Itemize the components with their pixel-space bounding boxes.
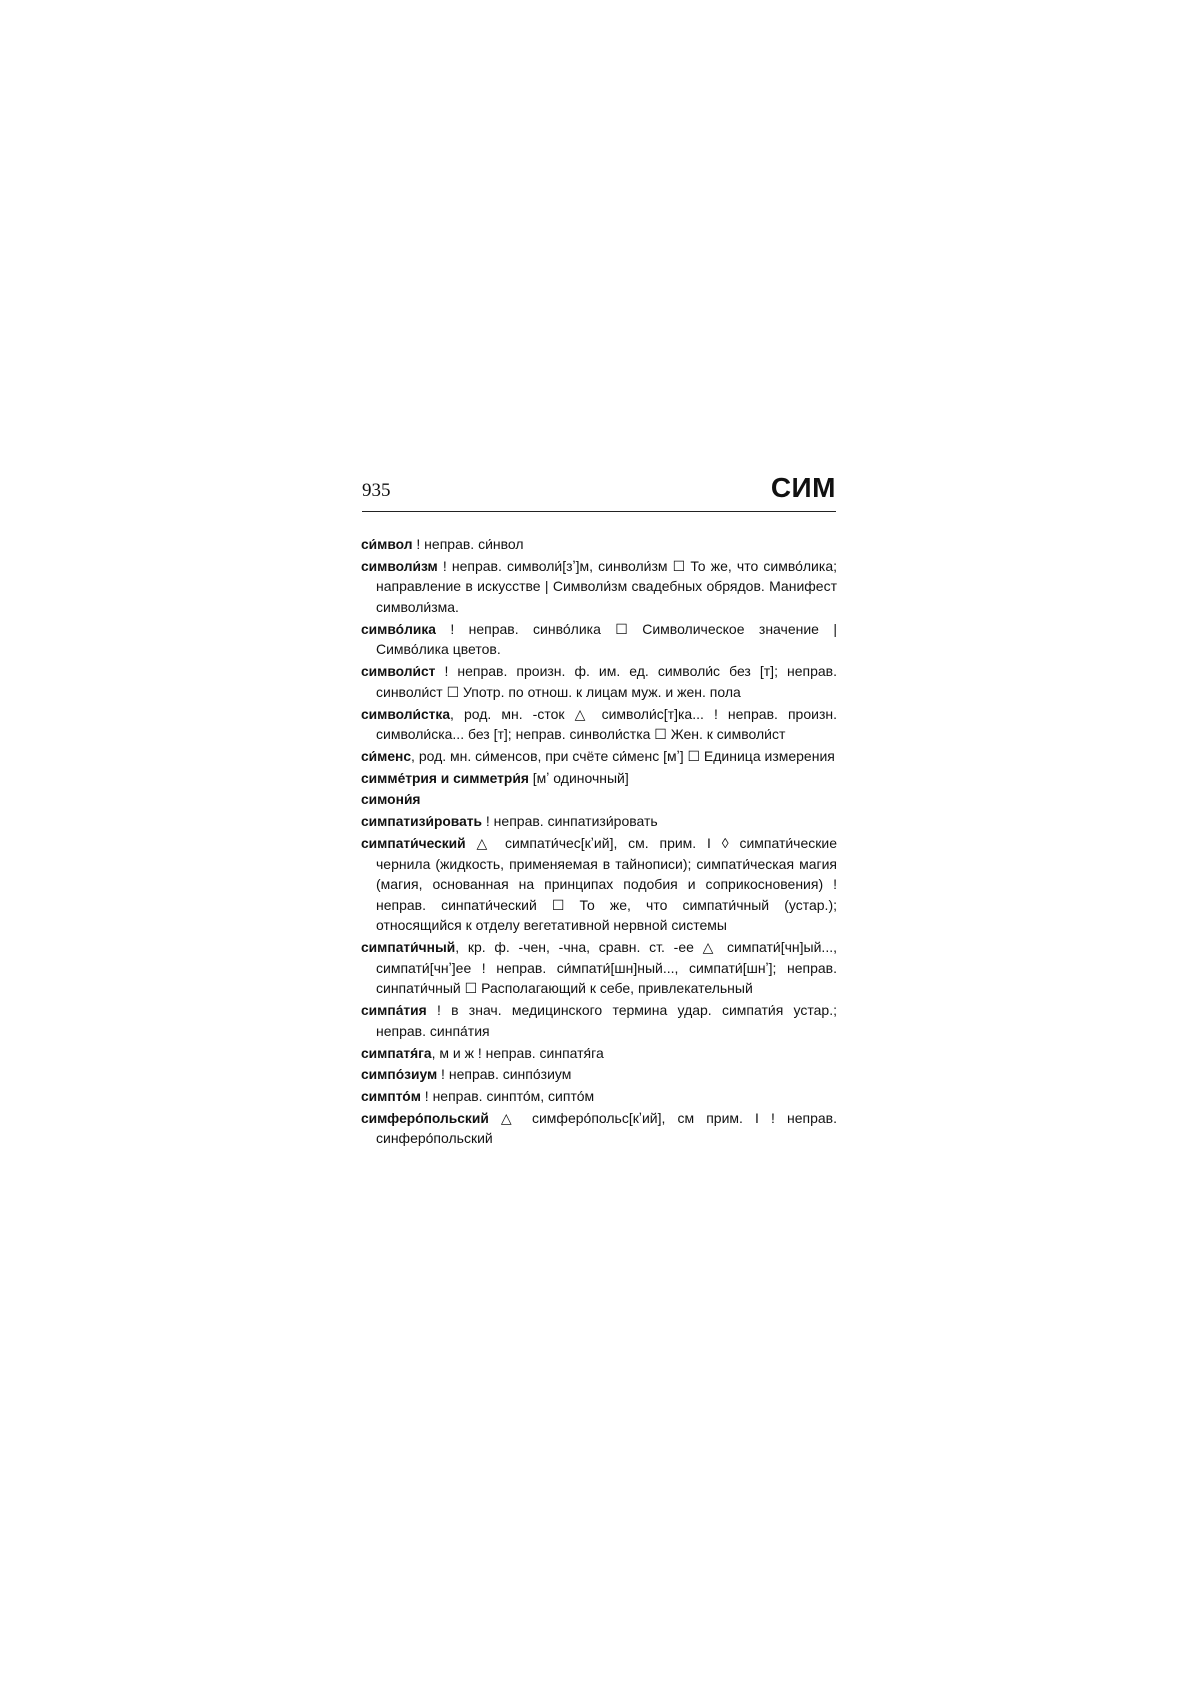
dictionary-entry bbox=[361, 1087, 837, 1108]
entry-headword: симпатизи́ровать bbox=[361, 814, 483, 830]
dictionary-entry bbox=[361, 535, 837, 556]
entry-headword: симво́лика bbox=[361, 621, 436, 637]
entry-headword: симпати́чный bbox=[361, 940, 456, 956]
header-rule bbox=[362, 511, 836, 512]
entry-text: ! неправ. символи́[зʼ]м, синволи́зм ☐ То же, что симво́лика; направление в искусстве | Символи́зм свадебных обрядов. Манифест символи́зма. bbox=[376, 557, 837, 615]
entry-headword: симме́трия и симметри́я bbox=[361, 770, 529, 786]
dictionary-entry bbox=[361, 1065, 837, 1086]
dictionary-entry bbox=[361, 769, 837, 790]
dictionary-entry bbox=[361, 1109, 837, 1150]
entry-text: ! неправ. синпатизи́ровать bbox=[482, 813, 658, 830]
dictionary-entry bbox=[361, 620, 837, 661]
dictionary-entry bbox=[361, 834, 837, 937]
entry-text: , род. мн. си́менсов, при счёте си́менс [мʼ] ☐ Единица измерения bbox=[411, 747, 835, 764]
entry-text: , род. мн. -сток △ символи́с[т]ка... ! неправ. произн. символи́ска... без [т]; неправ. синволи́стка ☐ Жен. к символи́ст bbox=[376, 705, 837, 743]
page-number: 935 bbox=[362, 480, 391, 501]
dictionary-entries bbox=[361, 535, 837, 1151]
entry-headword: симпати́ческий bbox=[361, 836, 466, 851]
dictionary-entry bbox=[361, 812, 837, 833]
dictionary-entry bbox=[361, 1001, 837, 1042]
entry-headword: символи́ст bbox=[361, 664, 436, 680]
entry-headword: симпа́тия bbox=[361, 1003, 427, 1019]
entry-text: , кр. ф. -чен, -чна, сравн. ст. -ее △ симпати́[чн]ый..., симпати́[чнʼ]ее ! неправ. си́мпати́[шн]ный..., симпати́[шнʼ]; неправ. синпати́чный ☐ Располагающий к себе, привлекательный bbox=[376, 939, 837, 997]
entry-text: [мʼ одиночный] bbox=[528, 769, 629, 786]
dictionary-entry bbox=[361, 938, 837, 1000]
entry-text: ! неправ. синпо́зиум bbox=[437, 1066, 572, 1083]
entry-headword: си́мвол bbox=[361, 537, 413, 552]
dictionary-entry bbox=[361, 790, 837, 811]
entry-text: ! неправ. си́нвол bbox=[412, 536, 524, 552]
entry-headword: символи́стка bbox=[361, 706, 450, 722]
dictionary-entry bbox=[361, 705, 837, 746]
entry-headword: симпто́м bbox=[361, 1089, 421, 1105]
entry-headword: символи́зм bbox=[361, 558, 438, 574]
entry-headword: симпатя́га bbox=[361, 1045, 432, 1061]
running-head: СИМ bbox=[770, 472, 836, 503]
entry-text: ! неправ. произн. ф. им. ед. символи́с без [т]; неправ. синволи́ст ☐ Употр. по отнош. к лицам муж. и жен. пола bbox=[376, 663, 837, 700]
entry-text: ! неправ. синпто́м, сипто́м bbox=[420, 1088, 595, 1105]
entry-text: △ симферо́польс[кʼий], см прим. I ! неправ. синферо́польский bbox=[376, 1109, 837, 1147]
dictionary-entry bbox=[361, 1044, 837, 1065]
entry-headword: симпо́зиум bbox=[361, 1067, 438, 1083]
entry-text: ! неправ. синво́лика ☐ Символическое значение | Симво́лика цветов. bbox=[376, 620, 837, 658]
entry-headword: симферо́польский bbox=[361, 1110, 489, 1126]
entry-headword: си́менс bbox=[361, 748, 412, 764]
dictionary-entry bbox=[361, 557, 837, 619]
page-header bbox=[362, 472, 836, 510]
entry-headword: симони́я bbox=[361, 792, 421, 808]
dictionary-entry bbox=[361, 662, 837, 703]
dictionary-entry bbox=[361, 747, 837, 768]
entry-text: ! в знач. медицинского термина удар. симпати́я устар.; неправ. синпа́тия bbox=[376, 1002, 837, 1039]
entry-text: △ симпати́чес[кʼий], см. прим. I ◊ симпати́ческие чернила (жидкость, применяемая в тайнописи); симпати́ческая магия (магия, основанная на принципах подобия и соприкосновения) ! неправ. синпати́ческий ☐ То же, что симпати́чный (устар.); относящийся к отделу вегетативной нервной системы bbox=[376, 835, 837, 934]
entry-text: , м и ж ! неправ. синпатя́га bbox=[431, 1044, 604, 1061]
